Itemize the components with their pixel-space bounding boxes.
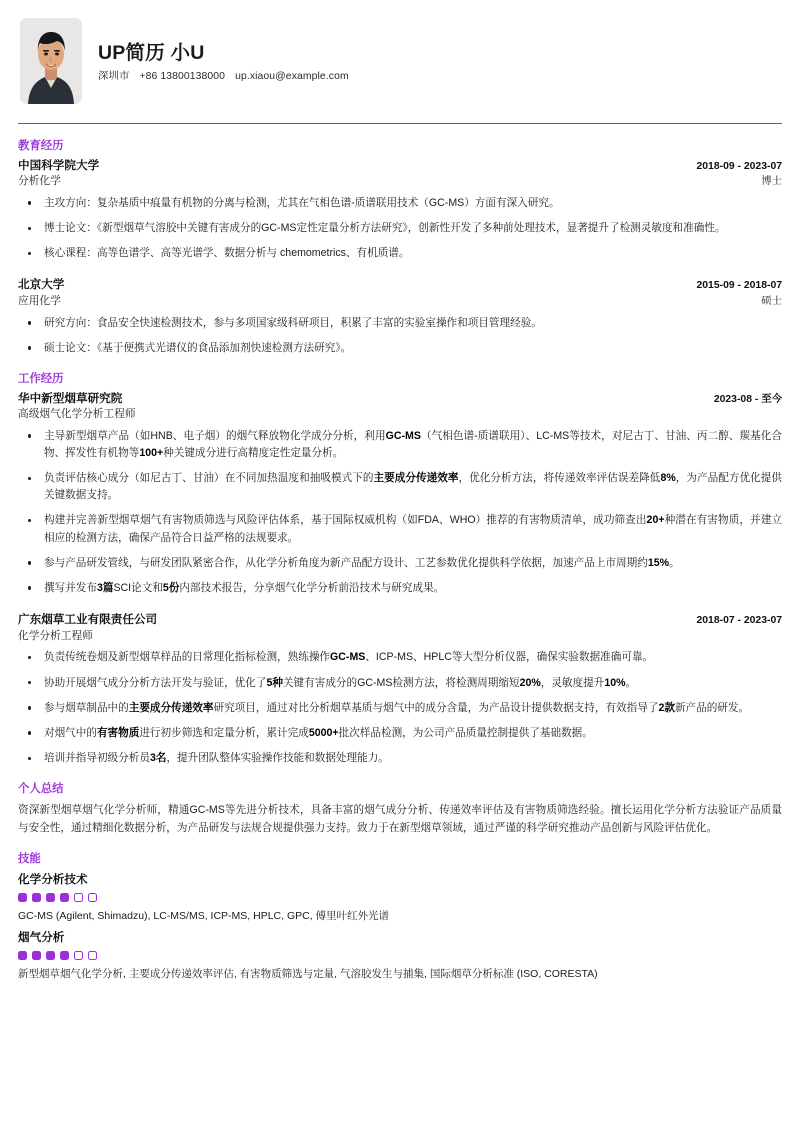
entry-meta: 博士 — [761, 176, 782, 188]
profile-photo — [20, 18, 82, 104]
experience-entry — [18, 391, 782, 598]
skill-dot-filled — [18, 893, 27, 902]
entry-spacer — [18, 264, 782, 277]
skill-dot-filled — [60, 893, 69, 902]
resume-header — [14, 16, 786, 104]
skill-name: 烟气分析 — [18, 931, 65, 945]
skill-dot-filled — [32, 893, 41, 902]
entry-bullet: 对烟气中的有害物质进行初步筛选和定量分析，累计完成5000+批次样品检测，为公司产品质量控制提供了基础数据。 — [18, 725, 782, 742]
entry-role: 高级烟气化学分析工程师 — [18, 408, 136, 421]
entry-subheader-row — [18, 174, 782, 190]
entry-bullet: 参与产品研发管线，与研发团队紧密合作，从化学分析角度为新产品配方设计、工艺参数优化提供科学依据，加速产品上市周期约15%。 — [18, 555, 782, 572]
skill-name: 化学分析技术 — [18, 872, 88, 886]
skill-level-dots — [18, 951, 782, 960]
skill-dot-empty — [88, 893, 97, 902]
skill-list — [18, 873, 782, 983]
header-divider — [18, 123, 782, 124]
entry-role: 分析化学 — [18, 175, 61, 188]
entry-meta: 硕士 — [761, 296, 782, 308]
section-title-summary: 个人总结 — [18, 783, 64, 796]
skill-dot-empty — [74, 951, 83, 960]
skill-dot-empty — [88, 951, 97, 960]
entry-bullet: 构建并完善新型烟草烟气有害物质筛选与风险评估体系，基于国际权威机构（如FDA、WHO）推荐的有害物质清单，成功筛查出20+种潜在有害物质，并建立相应的检测方法，确保产品符合日益严格的法规要求。 — [18, 512, 782, 546]
entry-header-row — [18, 391, 782, 408]
section-title-work: 工作经历 — [18, 372, 64, 385]
entry-spacer — [18, 599, 782, 612]
page-title: UP简历 小U — [98, 41, 205, 64]
entry-header-row — [18, 612, 782, 629]
entry-bullet: 核心课程：高等色谱学、高等光谱学、数据分析与 chemometrics、有机质谱。 — [18, 245, 782, 262]
skill-dot-filled — [46, 951, 55, 960]
section-summary — [14, 783, 786, 837]
entry-organization: 华中新型烟草研究院 — [18, 391, 123, 405]
entry-bullet-list — [18, 315, 782, 357]
section-education — [14, 140, 786, 357]
contact-email: up.xiaou@example.com — [235, 71, 349, 83]
entry-bullet: 博士论文：《新型烟草气溶胶中关键有害成分的GC-MS定性定量分析方法研究》，创新性开发了多种前处理技术，显著提升了检测灵敏度和准确性。 — [18, 220, 782, 237]
skill-level-dots — [18, 893, 782, 902]
skill-dot-filled — [32, 951, 41, 960]
entry-bullet: 主导新型烟草产品（如HNB、电子烟）的烟气释放物化学成分分析，利用GC-MS（气相色谱-质谱联用）、LC-MS等技术，对尼古丁、甘油、丙二醇、羰基化合物、挥发性有机物等100+种关键成分进行高精度定性定量分析。 — [18, 428, 782, 462]
entry-bullet: 负责评估核心成分（如尼古丁、甘油）在不同加热温度和抽吸模式下的主要成分传递效率，优化分析方法，将传递效率评估误差降低8%，为产品配方优化提供关键数据支持。 — [18, 470, 782, 504]
entry-role: 化学分析工程师 — [18, 629, 93, 642]
summary-text: 资深新型烟草烟气化学分析师，精通GC-MS等先进分析技术，具备丰富的烟气成分分析、传递效率评估及有害物质筛选经验。擅长运用化学分析方法验证产品质量与安全性，通过精细化数据分析，为产品研发与法规合规提供强力支持。致力于在新型烟草领域，通过严谨的科学研究推动产品创新与风险评估优化。 — [18, 803, 782, 834]
entry-bullet: 参与烟草制品中的主要成分传递效率研究项目，通过对比分析烟草基质与烟气中的成分含量，为产品设计提供数据支持，有效指导了2款新产品的研发。 — [18, 700, 782, 717]
entry-organization: 北京大学 — [18, 278, 65, 292]
entry-daterange: 2018-09 - 2023-07 — [696, 160, 782, 172]
section-skills — [14, 853, 786, 983]
experience-entry — [18, 612, 782, 767]
entry-bullet-list — [18, 649, 782, 767]
contact-phone: +86 13800138000 — [139, 71, 226, 83]
section-title-skills: 技能 — [18, 853, 41, 866]
work-entries — [18, 391, 782, 768]
contact-city: 深圳市 — [98, 71, 130, 83]
experience-entry — [18, 158, 782, 263]
section-title-education: 教育经历 — [18, 140, 64, 152]
skill-block — [18, 873, 782, 925]
entry-bullet: 协助开展烟气成分分析方法开发与验证，优化了5种关键有害成分的GC-MS检测方法，将检测周期缩短20%，灵敏度提升10%。 — [18, 675, 782, 692]
entry-daterange: 2015-09 - 2018-07 — [696, 280, 782, 292]
experience-entry — [18, 277, 782, 357]
entry-header-row — [18, 158, 782, 175]
entry-daterange: 2018-07 - 2023-07 — [696, 615, 782, 627]
entry-bullet-list — [18, 428, 782, 597]
entry-bullet: 主攻方向：复杂基质中痕量有机物的分离与检测，尤其在气相色谱-质谱联用技术（GC-MS）方面有深入研究。 — [18, 195, 782, 212]
entry-subheader-row — [18, 629, 782, 645]
entry-subheader-row — [18, 294, 782, 310]
skill-block — [18, 931, 782, 983]
entry-bullet: 负责传统卷烟及新型烟草样品的日常理化指标检测，熟练操作GC-MS、ICP-MS、HPLC等大型分析仪器，确保实验数据准确可靠。 — [18, 649, 782, 666]
entry-bullet: 硕士论文：《基于便携式光谱仪的食品添加剂快速检测方法研究》。 — [18, 340, 782, 357]
education-entries — [18, 158, 782, 357]
entry-organization: 中国科学院大学 — [18, 158, 100, 172]
skill-dot-filled — [18, 951, 27, 960]
contact-line — [98, 72, 349, 82]
entry-role: 应用化学 — [18, 295, 61, 308]
entry-header-row — [18, 277, 782, 294]
entry-bullet: 撰写并发布3篇SCI论文和5份内部技术报告，分享烟气化学分析前沿技术与研究成果。 — [18, 580, 782, 597]
entry-daterange: 2023-08 - 至今 — [713, 393, 782, 405]
entry-bullet: 研究方向：食品安全快速检测技术，参与多项国家级科研项目，积累了丰富的实验室操作和项目管理经验。 — [18, 315, 782, 332]
skill-description: GC-MS (Agilent, Shimadzu), LC-MS/MS, ICP-MS, HPLC, GPC, 傅里叶红外光谱 — [18, 909, 390, 922]
entry-subheader-row — [18, 407, 782, 423]
skill-description: 新型烟草烟气化学分析, 主要成分传递效率评估, 有害物质筛选与定量, 气溶胶发生与捕集, 国际烟草分析标准 (ISO, CORESTA) — [18, 968, 598, 981]
skill-dot-filled — [60, 951, 69, 960]
entry-bullet-list — [18, 195, 782, 262]
section-work — [14, 373, 786, 767]
entry-bullet: 培训并指导初级分析员3名，提升团队整体实验操作技能和数据处理能力。 — [18, 750, 782, 767]
entry-organization: 广东烟草工业有限责任公司 — [18, 613, 158, 627]
skill-dot-filled — [46, 893, 55, 902]
identity-block — [98, 40, 349, 83]
skill-dot-empty — [74, 893, 83, 902]
